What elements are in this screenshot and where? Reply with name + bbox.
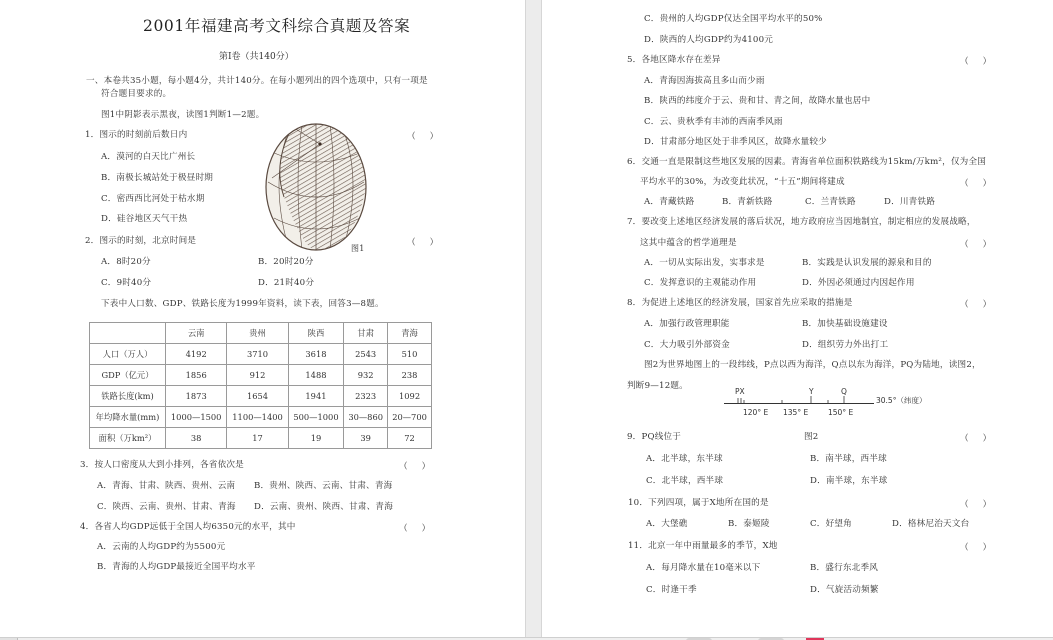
table-row-label: 铁路长度(km) bbox=[90, 386, 166, 407]
question-4-option-c: C．贵州的人均GDP仅达全国平均水平的50% bbox=[644, 14, 823, 24]
question-8-option-a: A．加强行政管理职能 bbox=[644, 319, 730, 329]
figure-1-label: 图1 bbox=[351, 244, 365, 253]
table-cell: 500—1000 bbox=[288, 407, 344, 428]
question-9-option-d: D．南半球，东半球 bbox=[810, 476, 888, 486]
question-6-option-b: B．青新铁路 bbox=[722, 197, 773, 207]
figure-2-latitude-diagram bbox=[724, 388, 874, 408]
question-1-option-c: C．密西西比河处于枯水期 bbox=[101, 194, 205, 204]
question-4-option-a: A．云南的人均GDP约为5500元 bbox=[97, 542, 226, 552]
table-header-cell: 云南 bbox=[166, 323, 227, 344]
question-3-option-b: B．贵州、陕西、云南、甘肃、青海 bbox=[254, 481, 393, 491]
question-11-stem: 11．北京一年中雨量最多的季节，X地 bbox=[628, 541, 778, 551]
table-row bbox=[90, 365, 432, 386]
table-header-cell: 青海 bbox=[388, 323, 432, 344]
table-cell: 1941 bbox=[288, 386, 344, 407]
table-row-label: GDP（亿元） bbox=[90, 365, 166, 386]
figure-2-tick-135e: 135° E bbox=[783, 408, 809, 417]
question-7-option-a: A．一切从实际出发，实事求是 bbox=[644, 258, 765, 268]
question-5-option-b: B．陕西的纬度介于云、贵和甘、青之间，故降水量也居中 bbox=[644, 96, 871, 106]
figure-2-point-y: Y bbox=[809, 387, 814, 396]
table-cell: 30—860 bbox=[344, 407, 388, 428]
table-cell: 510 bbox=[388, 344, 432, 365]
table-row bbox=[90, 407, 432, 428]
instructions-line-1: 一、本卷共35小题，每小题4分，共计140分。在每小题列出的四个选项中，只有一项是 bbox=[86, 76, 428, 86]
question-5-option-d: D．甘肃部分地区处于非季风区，故降水量较少 bbox=[644, 137, 827, 147]
table-intro: 下表中人口数、GDP、铁路长度为1999年资料，读下表，回答3—8题。 bbox=[101, 299, 384, 309]
question-4-option-b: B．青海的人均GDP最接近全国平均水平 bbox=[97, 562, 256, 572]
table-cell: 1092 bbox=[388, 386, 432, 407]
table-cell: 1000—1500 bbox=[166, 407, 227, 428]
table-cell: 912 bbox=[227, 365, 288, 386]
table-header-cell: 陕西 bbox=[288, 323, 344, 344]
question-11-option-b: B．盛行东北季风 bbox=[810, 563, 879, 573]
table-cell: 932 bbox=[344, 365, 388, 386]
table-cell: 1488 bbox=[288, 365, 344, 386]
figure-2-point-q: Q bbox=[841, 387, 847, 396]
section-heading: 第Ⅰ卷（共140分） bbox=[219, 52, 294, 62]
question-8-option-b: B．加快基础设施建设 bbox=[802, 319, 888, 329]
question-10-option-c: C．好望角 bbox=[810, 519, 852, 529]
question-2-option-a: A．8时20分 bbox=[101, 257, 151, 267]
table-row bbox=[90, 344, 432, 365]
question-8-stem: 8．为促进上述地区的经济发展，国家首先应采取的措施是 bbox=[627, 298, 853, 308]
question-10-option-a: A．大堡礁 bbox=[646, 519, 688, 529]
question-2-stem: 2．图示的时刻，北京时间是 bbox=[85, 236, 197, 246]
question-6-option-a: A．青藏铁路 bbox=[644, 197, 695, 207]
question-3-stem: 3．按人口密度从大到小排列，各省依次是 bbox=[80, 460, 244, 470]
table-cell: 4192 bbox=[166, 344, 227, 365]
figure1-intro: 图1中阴影表示黑夜，读图1判断1—2题。 bbox=[101, 110, 265, 120]
question-2-option-d: D．21时40分 bbox=[258, 278, 315, 288]
answer-blank-11: （） bbox=[960, 543, 1006, 553]
table-header-cell bbox=[90, 323, 166, 344]
province-data-table bbox=[89, 322, 432, 449]
table-cell: 2543 bbox=[344, 344, 388, 365]
table-row-label: 年均降水量(mm) bbox=[90, 407, 166, 428]
question-10-option-b: B．泰姬陵 bbox=[728, 519, 770, 529]
table-cell: 238 bbox=[388, 365, 432, 386]
question-9-stem: 9．PQ线位于 bbox=[627, 432, 682, 442]
table-cell: 19 bbox=[288, 428, 344, 449]
question-6-option-c: C．兰青铁路 bbox=[805, 197, 856, 207]
answer-blank-4: （） bbox=[399, 524, 445, 534]
question-11-option-a: A．每月降水量在10毫米以下 bbox=[646, 563, 761, 573]
question-9-option-a: A．北半球，东半球 bbox=[646, 454, 723, 464]
question-7-option-b: B．实践是认识发展的源泉和目的 bbox=[802, 258, 932, 268]
document-page-1 bbox=[0, 0, 525, 637]
table-cell: 3618 bbox=[288, 344, 344, 365]
answer-blank-2: （） bbox=[407, 238, 453, 248]
table-cell: 1100—1400 bbox=[227, 407, 288, 428]
answer-blank-5: （） bbox=[960, 57, 1006, 67]
figure-2-intro-line-1: 图2为世界地图上的一段纬线，P点以西为海洋，Q点以东为海洋，PQ为陆地，读图2， bbox=[644, 360, 981, 370]
question-5-option-c: C．云、贵秋季有丰沛的西南季风雨 bbox=[644, 117, 783, 127]
question-10-option-d: D．格林尼治天文台 bbox=[892, 519, 970, 529]
table-cell: 1654 bbox=[227, 386, 288, 407]
figure-1-globe-diagram bbox=[264, 122, 368, 252]
figure-2-point-px: PX bbox=[735, 387, 745, 396]
table-header-cell: 甘肃 bbox=[344, 323, 388, 344]
table-header-cell: 贵州 bbox=[227, 323, 288, 344]
question-3-option-a: A．青海、甘肃、陕西、贵州、云南 bbox=[97, 481, 236, 491]
question-6-stem-line-2: 平均水平的30%，为改变此状况，“十五”期间将建成 bbox=[640, 177, 845, 187]
table-cell: 72 bbox=[388, 428, 432, 449]
question-1-option-a: A．漠河的白天比广州长 bbox=[101, 152, 196, 162]
table-cell: 1873 bbox=[166, 386, 227, 407]
answer-blank-3: （） bbox=[399, 462, 445, 472]
table-row-label: 面积（万km²） bbox=[90, 428, 166, 449]
question-9-option-b: B．南半球，西半球 bbox=[810, 454, 887, 464]
question-6-stem-line-1: 6．交通一直是限制这些地区发展的因素。青海省单位面积铁路线为15km/万km²，仅为全国 bbox=[627, 157, 987, 167]
figure-2-latitude-label: 30.5°（纬度） bbox=[876, 396, 927, 405]
table-row bbox=[90, 386, 432, 407]
table-cell: 20—700 bbox=[388, 407, 432, 428]
question-7-option-c: C．发挥意识的主观能动作用 bbox=[644, 278, 757, 288]
figure-2-tick-120e: 120° E bbox=[743, 408, 769, 417]
instructions-line-2: 符合题目要求的。 bbox=[101, 89, 172, 99]
table-cell: 2323 bbox=[344, 386, 388, 407]
question-7-stem-line-2: 这其中蕴含的哲学道理是 bbox=[640, 238, 737, 248]
page-gutter bbox=[525, 0, 542, 637]
answer-blank-9: （） bbox=[960, 434, 1006, 444]
table-cell: 3710 bbox=[227, 344, 288, 365]
question-4-option-d: D．陕西的人均GDP约为4100元 bbox=[644, 35, 774, 45]
question-8-option-c: C．大力吸引外部资金 bbox=[644, 340, 730, 350]
question-3-option-c: C．陕西、云南、贵州、甘肃、青海 bbox=[97, 502, 236, 512]
document-page-2 bbox=[542, 0, 1053, 637]
question-11-option-d: D．气旋活动频繁 bbox=[810, 585, 879, 595]
question-1-stem: 1．图示的时刻前后数日内 bbox=[85, 130, 188, 140]
answer-blank-1: （） bbox=[407, 132, 453, 142]
table-cell: 38 bbox=[166, 428, 227, 449]
answer-blank-8: （） bbox=[960, 300, 1006, 310]
table-row bbox=[90, 428, 432, 449]
table-header-row bbox=[90, 323, 432, 344]
question-8-option-d: D．组织劳力外出打工 bbox=[802, 340, 889, 350]
question-3-option-d: D．云南、贵州、陕西、甘肃、青海 bbox=[254, 502, 393, 512]
question-2-option-c: C．9时40分 bbox=[101, 278, 152, 288]
question-5-option-a: A．青海因海拔高且多山而少雨 bbox=[644, 76, 765, 86]
question-7-option-d: D．外因必须通过内因起作用 bbox=[802, 278, 915, 288]
answer-blank-6: （） bbox=[960, 179, 1006, 189]
question-7-stem-line-1: 7．要改变上述地区经济发展的落后状况，地方政府应当因地制宜，制定相应的发展战略， bbox=[627, 217, 976, 227]
question-4-stem: 4．各省人均GDP远低于全国人均6350元的水平，其中 bbox=[80, 522, 296, 532]
question-2-option-b: B．20时20分 bbox=[258, 257, 314, 267]
table-row-label: 人口（万人） bbox=[90, 344, 166, 365]
answer-blank-7: （） bbox=[960, 240, 1006, 250]
document-title: 2001年福建高考文科综合真题及答案 bbox=[143, 17, 411, 35]
question-9-option-c: C．北半球，西半球 bbox=[646, 476, 724, 486]
table-cell: 1856 bbox=[166, 365, 227, 386]
question-6-option-d: D．川青铁路 bbox=[884, 197, 936, 207]
table-cell: 17 bbox=[227, 428, 288, 449]
question-10-stem: 10．下列四项，属于X地所在国的是 bbox=[628, 498, 769, 508]
answer-blank-10: （） bbox=[960, 500, 1006, 510]
figure-2-intro-line-2: 判断9—12题。 bbox=[627, 381, 688, 391]
question-1-option-b: B．南极长城站处于极昼时期 bbox=[101, 173, 214, 183]
question-5-stem: 5．各地区降水存在差异 bbox=[627, 55, 721, 65]
question-11-option-c: C．时逢干季 bbox=[646, 585, 697, 595]
figure-2-tick-150e: 150° E bbox=[828, 408, 854, 417]
table-cell: 39 bbox=[344, 428, 388, 449]
figure-2-label: 图2 bbox=[804, 432, 819, 442]
question-1-option-d: D．硅谷地区天气干热 bbox=[101, 214, 188, 224]
